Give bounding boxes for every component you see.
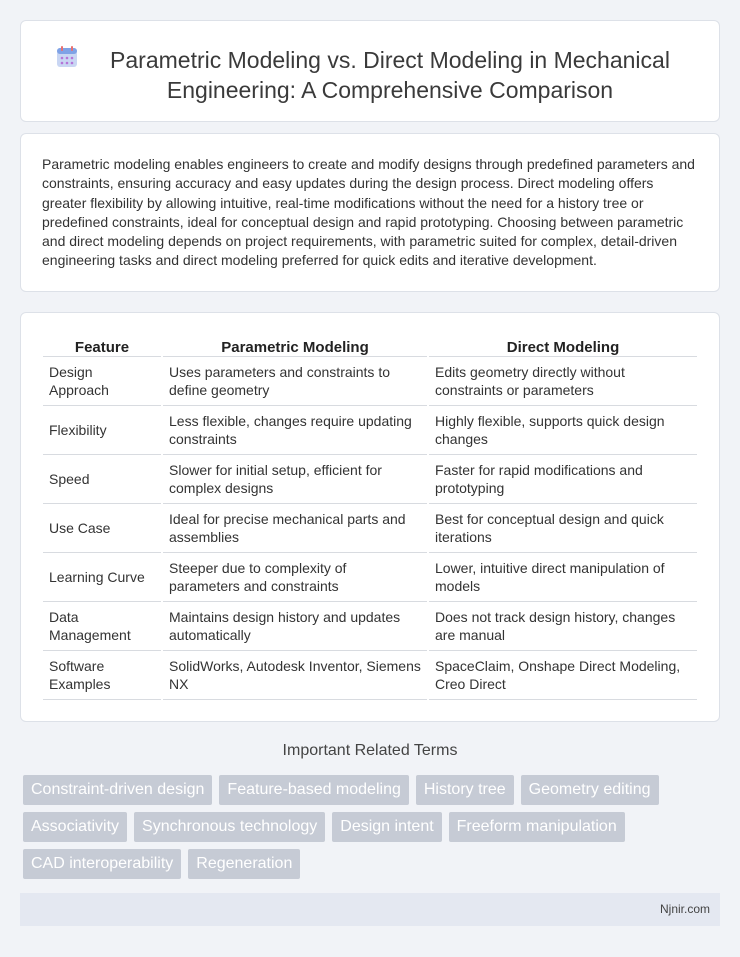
- header-feature: Feature: [43, 335, 161, 357]
- page-title: Parametric Modeling vs. Direct Modeling in Mechanical Engineering: A Comprehensive Comparison: [110, 47, 670, 103]
- direct-cell: Lower, intuitive direct manipulation of models: [429, 553, 697, 602]
- parametric-cell: Less flexible, changes require updating constraints: [163, 406, 427, 455]
- feature-cell: Learning Curve: [43, 553, 161, 602]
- parametric-cell: Steeper due to complexity of parameters and constraints: [163, 553, 427, 602]
- direct-cell: Edits geometry directly without constraints or parameters: [429, 357, 697, 406]
- tag-regeneration[interactable]: Regeneration: [188, 849, 300, 879]
- direct-cell: Faster for rapid modifications and prototyping: [429, 455, 697, 504]
- tag-row: [23, 775, 703, 805]
- tag-geometry-editing[interactable]: Geometry editing: [521, 775, 659, 805]
- direct-cell: SpaceClaim, Onshape Direct Modeling, Creo Direct: [429, 651, 697, 700]
- tag-row: [23, 849, 703, 879]
- related-terms-heading: Important Related Terms: [282, 742, 458, 759]
- title-card: [20, 20, 720, 122]
- parametric-cell: Maintains design history and updates automatically: [163, 602, 427, 651]
- table-row: [43, 455, 697, 504]
- footer: [20, 893, 720, 926]
- feature-cell: Flexibility: [43, 406, 161, 455]
- direct-cell: Highly flexible, supports quick design changes: [429, 406, 697, 455]
- header-parametric: Parametric Modeling: [163, 335, 427, 357]
- related-terms-tags: [23, 775, 703, 886]
- comparison-table: [41, 335, 699, 700]
- header-direct: Direct Modeling: [429, 335, 697, 357]
- table-row: [43, 651, 697, 700]
- parametric-cell: Slower for initial setup, efficient for complex designs: [163, 455, 427, 504]
- table-header-row: [43, 335, 697, 357]
- tag-row: [23, 812, 703, 842]
- parametric-cell: Ideal for precise mechanical parts and assemblies: [163, 504, 427, 553]
- intro-card: [20, 133, 720, 292]
- parametric-cell: Uses parameters and constraints to define geometry: [163, 357, 427, 406]
- tag-freeform-manipulation[interactable]: Freeform manipulation: [449, 812, 625, 842]
- intro-paragraph: Parametric modeling enables engineers to create and modify designs through predefined parameters and constraints, ensuring accuracy and easy updates during the design process. Direct modeling offers greater flexibility by allowing intuitive, real-time modifications without the need for a history tree or predefined constraints, ideal for conceptual design and rapid prototyping. Choosing between parametric and direct modeling depends on project requirements, with parametric suited for complex, detail-driven engineering tasks and direct modeling preferred for quick edits and iterative development.: [42, 156, 695, 269]
- feature-cell: Speed: [43, 455, 161, 504]
- tag-history-tree[interactable]: History tree: [416, 775, 514, 805]
- tag-synchronous-technology[interactable]: Synchronous technology: [134, 812, 325, 842]
- table-row: [43, 504, 697, 553]
- tag-feature-based-modeling[interactable]: Feature-based modeling: [219, 775, 408, 805]
- tag-cad-interoperability[interactable]: CAD interoperability: [23, 849, 181, 879]
- tag-associativity[interactable]: Associativity: [23, 812, 127, 842]
- direct-cell: Best for conceptual design and quick iterations: [429, 504, 697, 553]
- direct-cell: Does not track design history, changes are manual: [429, 602, 697, 651]
- feature-cell: Data Management: [43, 602, 161, 651]
- table-row: [43, 553, 697, 602]
- parametric-cell: SolidWorks, Autodesk Inventor, Siemens NX: [163, 651, 427, 700]
- feature-cell: Use Case: [43, 504, 161, 553]
- comparison-card: [20, 312, 720, 722]
- table-row: [43, 406, 697, 455]
- footer-site-link[interactable]: Njnir.com: [659, 902, 710, 916]
- tag-constraint-driven-design[interactable]: Constraint-driven design: [23, 775, 212, 805]
- feature-cell: Software Examples: [43, 651, 161, 700]
- feature-cell: Design Approach: [43, 357, 161, 406]
- table-row: [43, 602, 697, 651]
- table-row: [43, 357, 697, 406]
- tag-design-intent[interactable]: Design intent: [332, 812, 441, 842]
